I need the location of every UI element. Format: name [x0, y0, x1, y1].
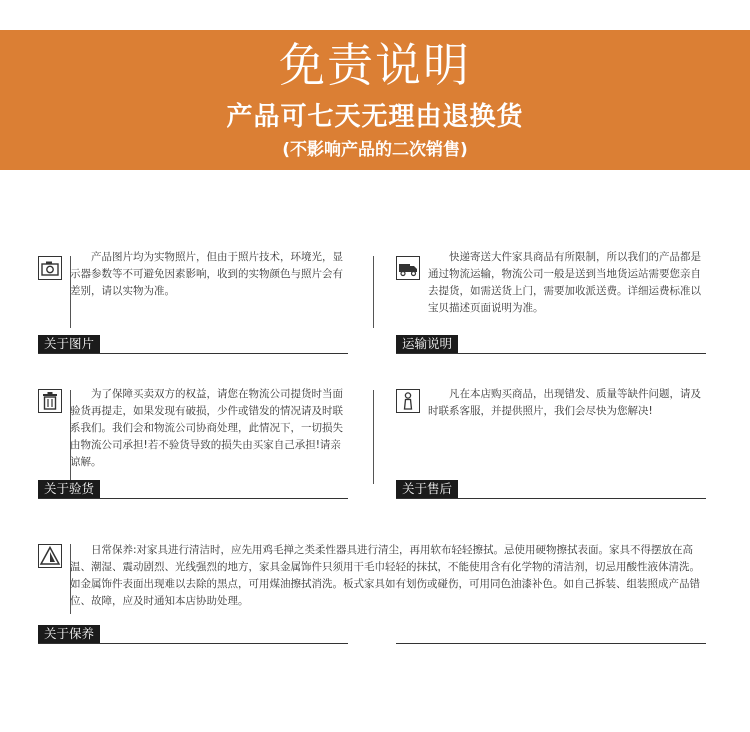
page-title: 免责说明	[279, 38, 471, 92]
return-policy-subtitle: 产品可七天无理由退换货	[226, 102, 524, 132]
aftersales-text: 凡在本店购买商品，出现错发、质量等缺件问题，请及时联系客服，并提供照片，我们会尽快为您解决!	[428, 388, 701, 417]
underline	[38, 353, 348, 354]
divider	[373, 390, 374, 484]
section-tag-photos: 关于图片	[38, 335, 100, 353]
underline	[396, 498, 706, 499]
underline	[396, 643, 706, 644]
person-icon	[396, 389, 420, 413]
camera-icon	[38, 256, 62, 280]
maintenance-text: 日常保养:对家具进行清洁时，应先用鸡毛掸之类柔性器具进行清尘，再用软布轻轻擦拭。忌使用硬物擦拭表面。家具不得摆放在高温、潮湿、震动剧烈、光线强烈的地方，家具金属饰件只须用干毛巾轻轻的抹拭，不能使用含有化学物的清洁剂，切忌用酸性液体清洗。如金属饰件表面出现难以去除的黑点，可用煤油擦拭消洗。板式家具如有划伤或碰伤，可用同色油漆补色。如自己拆装、组装照成产品错位、故障，应及时通知本店协助处理。	[70, 544, 700, 607]
warning-icon	[38, 544, 62, 568]
trash-icon	[38, 389, 62, 413]
inspection-text: 为了保障买卖双方的权益，请您在物流公司提货时当面验货再提走，如果发现有破损，少件或错发的情况请及时联系我们。我们会和物流公司协商处理，此情况下，一切损失由物流公司承担!若不验货导致的损失由买家自己承担!请亲谅解。	[70, 388, 343, 468]
underline	[38, 643, 348, 644]
header-banner	[0, 30, 750, 170]
underline	[396, 353, 706, 354]
photos-text: 产品图片均为实物照片，但由于照片技术，环境光，显示器参数等不可避免因素影响，收到的实物颜色与照片会有差别，请以实物为准。	[70, 251, 343, 297]
section-tag-aftersales: 关于售后	[396, 480, 458, 498]
section-tag-maintenance: 关于保养	[38, 625, 100, 643]
return-policy-note: (不影响产品的二次销售)	[282, 140, 468, 160]
underline	[38, 498, 348, 499]
section-tag-inspection: 关于验货	[38, 480, 100, 498]
section-tag-shipping: 运输说明	[396, 335, 458, 353]
truck-icon	[396, 256, 420, 280]
divider	[373, 256, 374, 328]
shipping-text: 快递寄送大件家具商品有所限制，所以我们的产品都是通过物流运输，物流公司一般是送到当地货运站需要您亲自去提货，如需送货上门，需要加收派送费。详细运费标准以宝贝描述页面说明为准。	[428, 251, 701, 314]
